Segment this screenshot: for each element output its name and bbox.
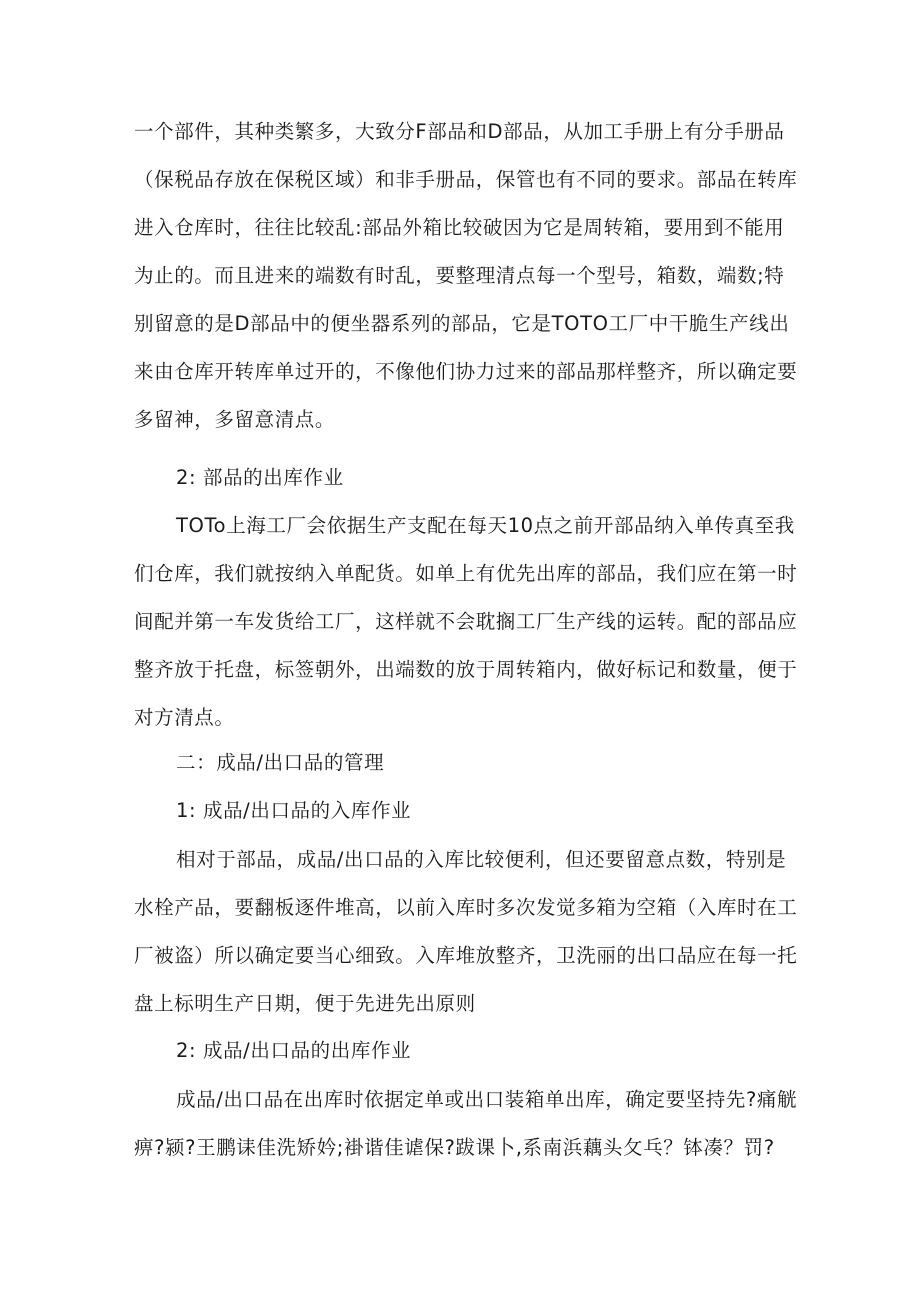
heading-finished-goods-management: 二：成品/出口品的管理 (176, 751, 385, 774)
paragraph-finished-goods-outbound: 成品/出口品在出库时依据定单或出口装箱单出库，确定要坚持先?痛觥痹?颍?王鹏诔佳洗矫妗;褂谐佳谑保?跋课卜,系南浜藕头攵乓？钵凑？罚? (134, 1088, 798, 1159)
heading-finished-goods-inbound: 1: 成品/出口品的入库作业 (176, 799, 412, 822)
paragraph-finished-goods-inbound: 相对于部品，成品/出口品的入库比较便利，但还要留意点数，特别是水栓产品，要翻板逐件堆高，以前入库时多次发觉多箱为空箱（入库时在工厂被盗）所以确定要当心细致。入库堆放整齐，卫洗丽的出口品应在每一托盘上标明生产日期，便于先进先出原则 (134, 848, 798, 1015)
heading-parts-outbound: 2: 部品的出库作业 (176, 466, 344, 489)
paragraph-parts-outbound: TOTo上海工厂会依据生产支配在每天10点之前开部品纳入单传真至我们仓库，我们就按纳入单配货。如单上有优先出库的部品，我们应在第一时间配并第一车发货给工厂，这样就不会耽搁工厂生产线的运转。配的部品应整齐放于托盘，标签朝外，出端数的放于周转箱内，做好标记和数量，便于对方清点。 (134, 514, 798, 729)
heading-finished-goods-outbound: 2: 成品/出口品的出库作业 (176, 1039, 412, 1062)
paragraph-parts-overview: 一个部件，其种类繁多，大致分F部品和D部品，从加工手册上有分手册品（保税品存放在保税区域）和非手册品，保管也有不同的要求。部品在转库进入仓库时，往往比较乱:部品外箱比较破因为它是周转箱，要用到不能用为止的。而且进来的端数有时乱，要整理清点每一个型号，箱数，端数;特别留意的是D部品中的便坐器系列的部品，它是TOTO工厂中干脆生产线出来由仓库开转库单过开的，不像他们协力过来的部品那样整齐，所以确定要多留神，多留意清点。 (134, 120, 798, 431)
